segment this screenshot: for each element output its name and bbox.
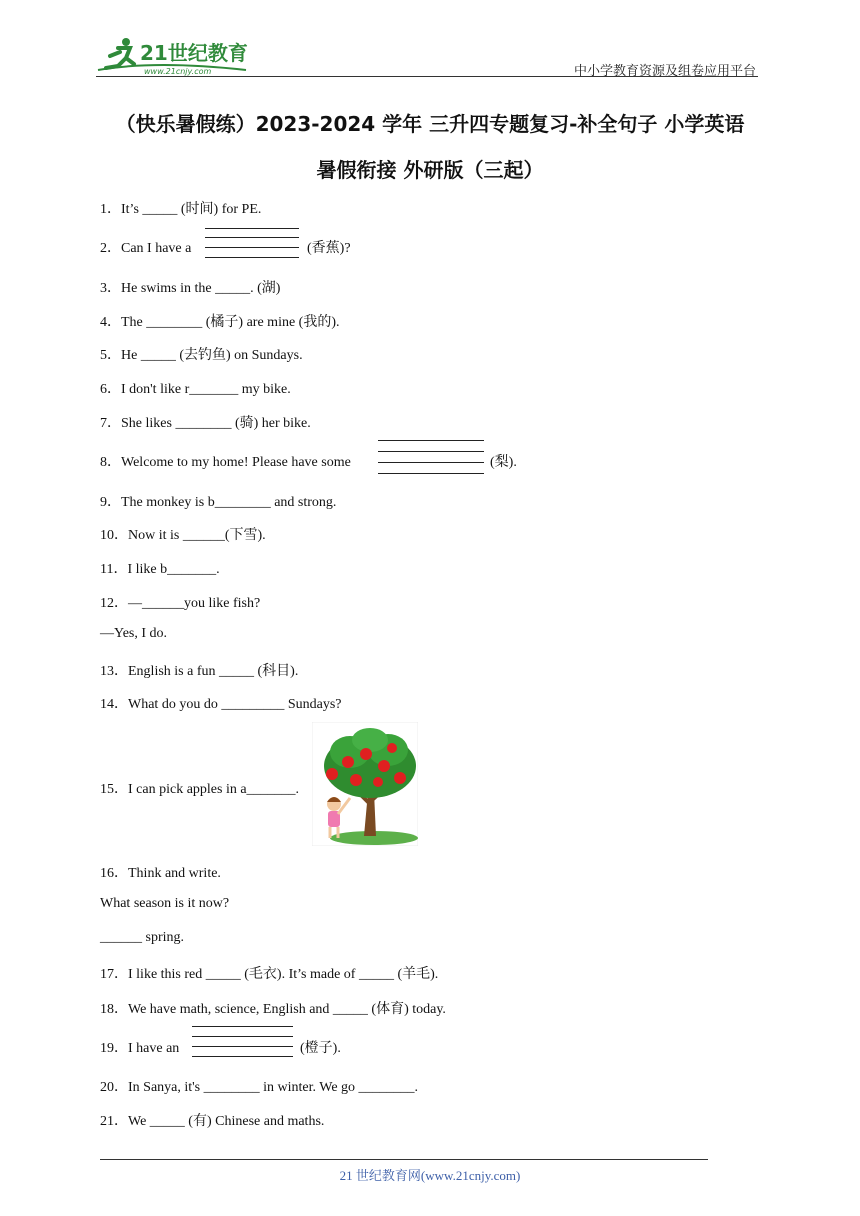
question-6: 6．I don't like r_______ my bike. — [100, 382, 291, 397]
question-12-answer: —Yes, I do. — [100, 626, 168, 641]
question-9: 9．The monkey is b________ and strong. — [100, 495, 337, 510]
question-12: 12．—______you like fish? — [100, 596, 261, 611]
question-18: 18．We have math, science, English and _____ (体育) today. — [100, 1002, 446, 1017]
answer-lines-q8[interactable] — [378, 440, 484, 474]
header-tagline: 中小学教育资源及组卷应用平台 — [573, 63, 756, 78]
footer-link[interactable]: 21 世纪教育网(www.21cnjy.com) — [339, 1168, 521, 1183]
document-title-line1: （快乐暑假练）2023-2024 学年 三升四专题复习-补全句子 小学英语 — [115, 112, 745, 136]
question-1: 1．It’s _____ (时间) for PE. — [100, 202, 262, 217]
document-title-line2: 暑假衔接 外研版（三起） — [316, 158, 544, 182]
question-13: 13．English is a fun _____ (科目). — [100, 664, 299, 679]
21cnjy-logo — [96, 34, 266, 76]
apple-tree-illustration — [312, 722, 418, 846]
question-15: 15．I can pick apples in a_______. — [100, 782, 300, 797]
question-21: 21．We _____ (有) Chinese and maths. — [100, 1114, 325, 1129]
answer-lines-q19[interactable] — [192, 1026, 293, 1058]
header-divider — [96, 76, 758, 77]
question-14: 14．What do you do _________ Sundays? — [100, 697, 342, 712]
svg-text:21世纪教育: 21世纪教育 — [140, 41, 248, 65]
question-20: 20．In Sanya, it's ________ in winter. We go ________. — [100, 1080, 419, 1095]
question-3: 3．He swims in the _____. (湖) — [100, 281, 281, 296]
footer-divider — [100, 1159, 708, 1160]
question-19: 19．I have an — [100, 1041, 180, 1056]
question-16-prompt: What season is it now? — [100, 896, 230, 911]
question-10: 10．Now it is ______(下雪). — [100, 528, 266, 543]
question-17: 17．I like this red _____ (毛衣). It’s made of _____ (羊毛). — [100, 967, 439, 982]
question-16: 16．Think and write. — [100, 866, 221, 881]
question-19-hint: (橙子). — [300, 1041, 341, 1056]
question-4: 4．The ________ (橘子) are mine (我的). — [100, 315, 340, 330]
svg-text:www.21cnjy.com: www.21cnjy.com — [144, 67, 212, 76]
question-2-text: 2．Can I have a — [100, 241, 192, 256]
question-11: 11．I like b_______. — [100, 562, 220, 577]
question-2 — [100, 237, 191, 257]
question-5: 5．He _____ (去钓鱼) on Sundays. — [100, 348, 303, 363]
answer-lines-q2[interactable] — [205, 228, 299, 260]
page-header — [96, 30, 756, 78]
question-2-hint: (香蕉)? — [307, 241, 351, 256]
question-16-answer: ______ spring. — [100, 930, 184, 945]
question-7: 7．She likes ________ (骑) her bike. — [100, 416, 311, 431]
question-8: 8．Welcome to my home! Please have some — [100, 455, 351, 470]
question-8-hint: (梨). — [490, 455, 517, 470]
